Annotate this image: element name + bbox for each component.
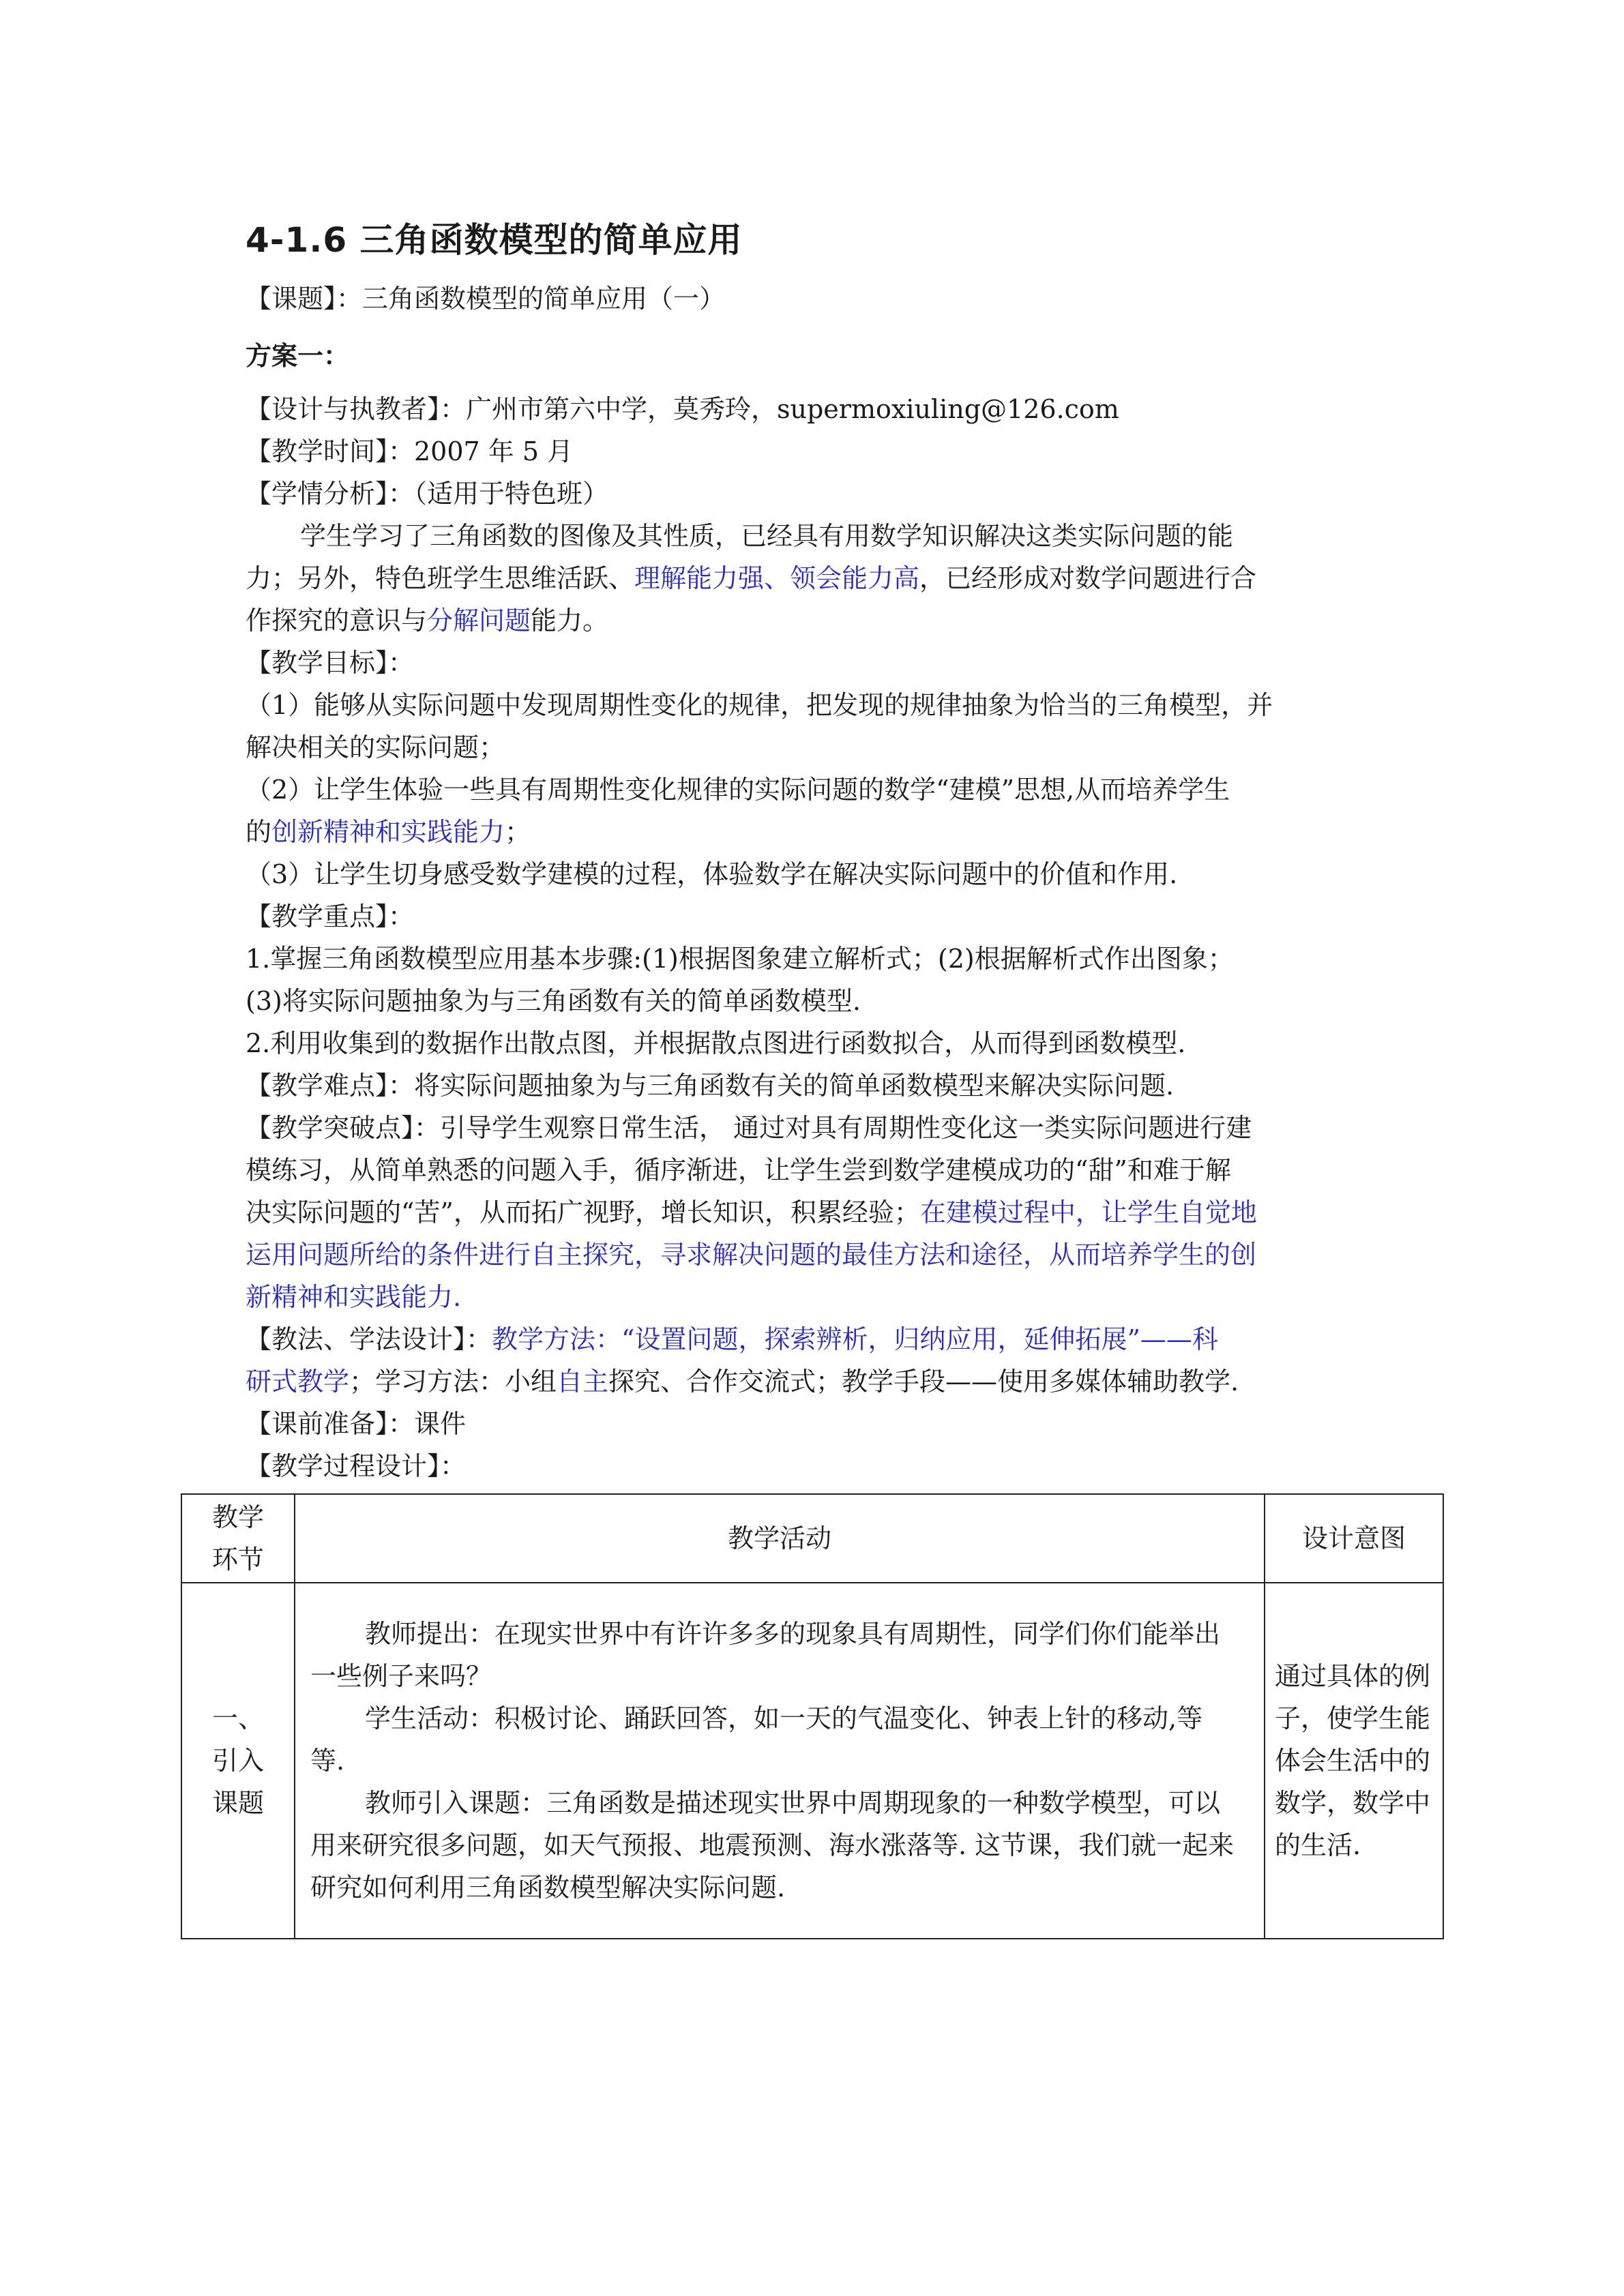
analysis-text-2 — [246, 561, 1256, 596]
goal-2-line-2a: 的 — [246, 817, 272, 847]
difficulty-line: 【教学难点】：将实际问题抽象为与三角函数有关的简单函数模型来解决实际问题. — [246, 1071, 1175, 1101]
method-teaching-highlight: 教学方法：“设置问题，探索辨析，归纳应用，延伸拓展”——科 — [492, 1324, 1218, 1354]
designer-line: 【设计与执教者】：广州市第六中学，莫秀玲，supermoxiuling@126.com — [246, 394, 1119, 424]
method-research-highlight: 研式教学 — [246, 1367, 350, 1397]
plan-heading: 方案一： — [246, 341, 350, 371]
header-intent: 设计意图 — [1265, 1494, 1443, 1583]
analysis-heading: 【学情分析】：（适用于特色班） — [246, 479, 609, 509]
activity-paragraph-2: 学生活动：积极讨论、踊跃回答，如一天的气温变化、钟表上针的移动,等等. — [310, 1703, 1203, 1776]
row-activity-cell — [295, 1583, 1265, 1939]
analysis-highlight-decompose: 分解问题 — [427, 606, 531, 636]
goal-3-line: （3）让学生切身感受数学建模的过程，体验数学在解决实际问题中的价值和作用. — [246, 859, 1178, 889]
breakthrough-line-4: 运用问题所给的条件进行自主探究，寻求解决问题的最佳方法和途径，从而培养学生的创 — [246, 1240, 1257, 1270]
activity-paragraph-3: 教师引入课题：三角函数是描述现实世界中周期现象的一种数学模型，可以用来研究很多问题，如天气预报、地震预测、海水涨落等. 这节课，我们就一起来研究如何利用三角函数模型解决实际问题. — [310, 1788, 1235, 1903]
key-points-heading: 【教学重点】： — [246, 901, 415, 931]
method-line-2 — [246, 1364, 1239, 1399]
breakthrough-line-3a: 决实际问题的“苦”，从而拓广视野，增长知识，积累经验； — [246, 1197, 920, 1227]
subject-line: 【课题】：三角函数模型的简单应用（一） — [246, 284, 726, 314]
breakthrough-line-5: 新精神和实践能力. — [246, 1282, 462, 1312]
breakthrough-highlight-3: 在建模过程中，让学生自觉地 — [919, 1197, 1257, 1227]
method-line-1 — [246, 1322, 1218, 1357]
time-line: 【教学时间】：2007 年 5 月 — [246, 436, 574, 466]
key-point-1-line-2: (3)将实际问题抽象为与三角函数有关的简单函数模型. — [246, 986, 861, 1016]
method-heading: 【教法、学法设计】： — [246, 1324, 492, 1354]
header-stage: 教学 环节 — [181, 1494, 295, 1583]
analysis-text-2c: ，已经形成对数学问题进行合 — [919, 563, 1257, 593]
goal-1-line-1: （1）能够从实际问题中发现周期性变化的规律，把发现的规律抽象为恰当的三角模型，并 — [246, 690, 1273, 720]
page-title: 4-1.6 三角函数模型的简单应用 — [246, 220, 743, 260]
prep-line: 【课前准备】：课件 — [246, 1409, 467, 1439]
activity-paragraph-1: 教师提出：在现实世界中有许许多多的现象具有周期性，同学们你们能举出一些例子来吗？ — [310, 1619, 1221, 1691]
goal-2-line-2c: ； — [505, 817, 531, 847]
goals-heading: 【教学目标】： — [246, 648, 415, 678]
analysis-text-2a: 力；另外，特色班学生思维活跃、 — [246, 563, 635, 593]
breakthrough-line-1: 【教学突破点】：引导学生观察日常生活， 通过对具有周期性变化这一类实际问题进行建 — [246, 1113, 1252, 1143]
analysis-text-3 — [246, 603, 608, 638]
method-line-2d: 探究、合作交流式；教学手段——使用多媒体辅助教学. — [608, 1367, 1239, 1397]
table-row — [181, 1583, 1443, 1939]
teaching-process-table — [181, 1493, 1444, 1939]
key-point-2-line: 2.利用收集到的数据作出散点图，并根据散点图进行函数拟合，从而得到函数模型. — [246, 1028, 1186, 1058]
analysis-text-3a: 作探究的意识与 — [246, 606, 428, 636]
header-activity: 教学活动 — [295, 1494, 1265, 1583]
table-header-row — [181, 1494, 1443, 1583]
method-line-2b: ；学习方法：小组 — [349, 1367, 557, 1397]
breakthrough-line-2: 模练习，从简单熟悉的问题入手，循序渐进，让学生尝到数学建模成功的“甜”和难于解 — [246, 1155, 1231, 1185]
row-intent-cell: 通过具体的例子，使学生能体会生活中的数学，数学中的生活. — [1265, 1583, 1443, 1939]
analysis-text-1: 学生学习了三角函数的图像及其性质，已经具有用数学知识解决这类实际问题的能 — [300, 521, 1234, 551]
analysis-highlight-ability: 理解能力强、领会能力高 — [634, 563, 920, 593]
method-autonomy-highlight: 自主 — [557, 1367, 609, 1397]
goal-2-line-1: （2）让学生体验一些具有周期性变化规律的实际问题的数学“建模”思想,从而培养学生 — [246, 775, 1230, 805]
goal-2-line-2 — [246, 814, 531, 850]
process-heading: 【教学过程设计】： — [246, 1451, 467, 1481]
row-stage-cell: 一、 引入 课题 — [181, 1583, 295, 1939]
breakthrough-line-3 — [246, 1195, 1257, 1230]
goal-2-highlight: 创新精神和实践能力 — [271, 817, 505, 847]
goal-1-line-2: 解决相关的实际问题； — [246, 732, 505, 762]
analysis-text-3c: 能力。 — [531, 606, 609, 636]
key-point-1-line-1: 1.掌握三角函数模型应用基本步骤:(1)根据图象建立解析式；(2)根据解析式作出图象； — [246, 944, 1234, 974]
